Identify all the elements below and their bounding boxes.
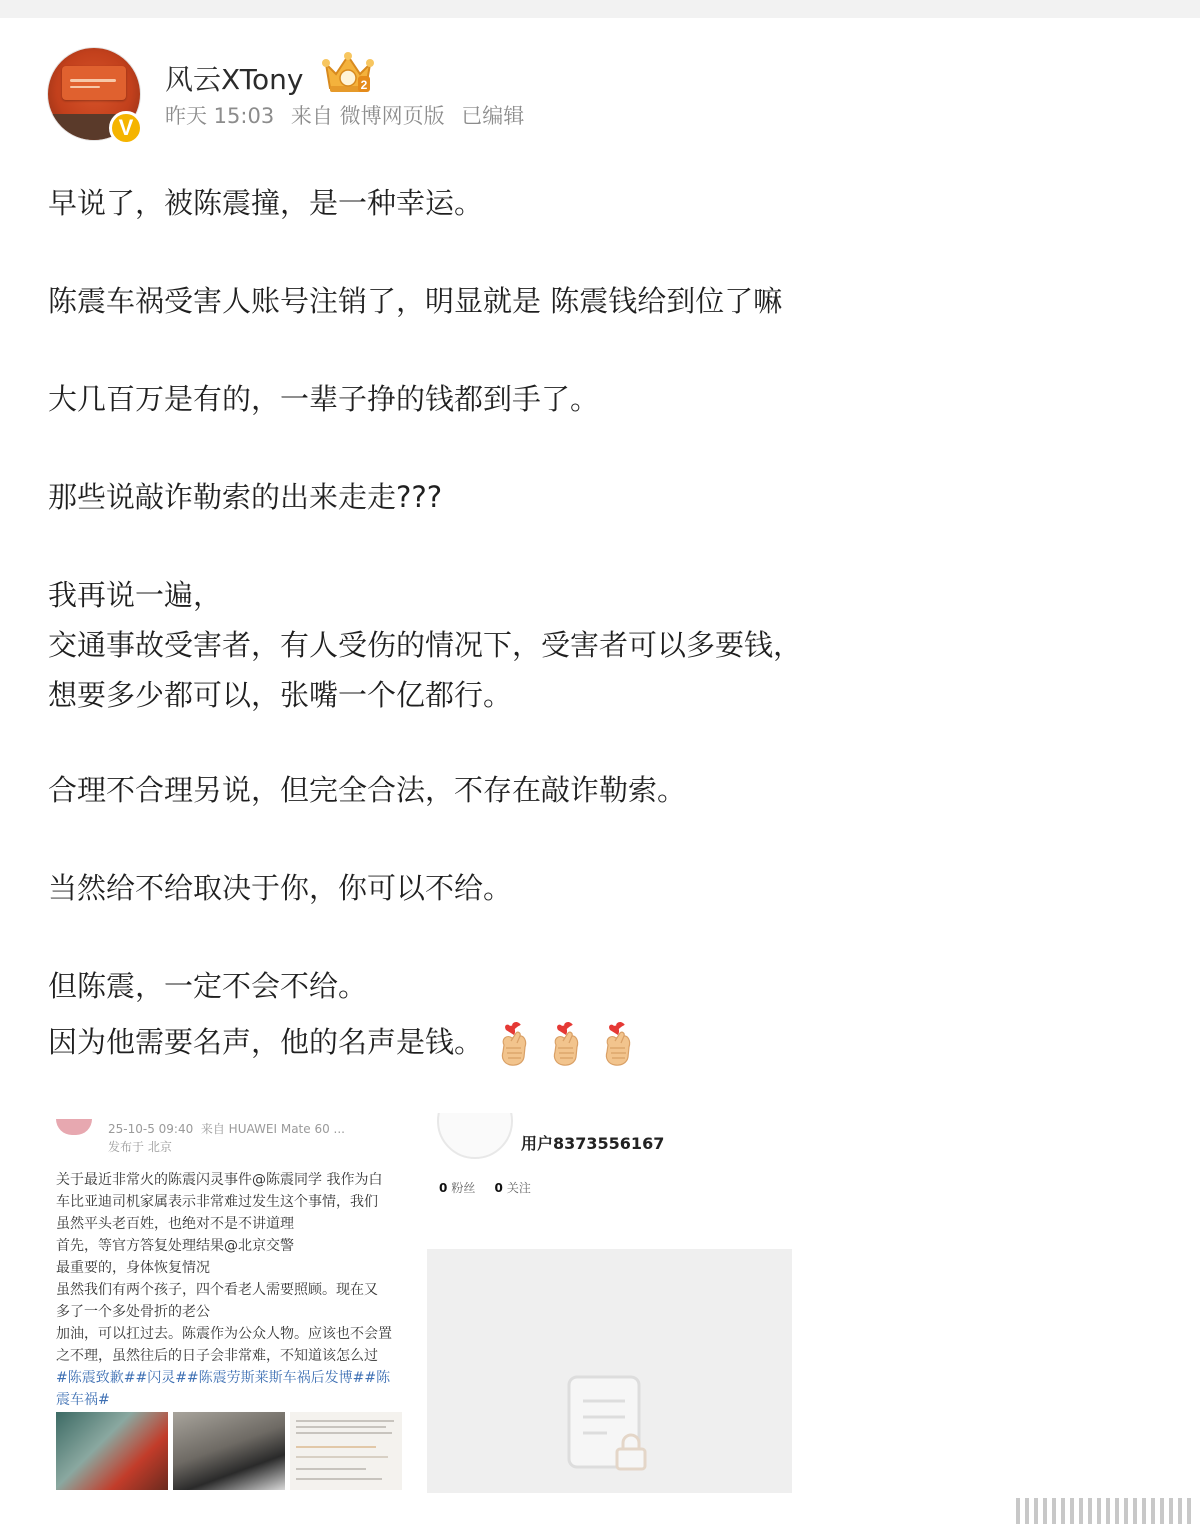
embedded-meta-line1: 25-10-5 09:40 来自 HUAWEI Mate 60 ... (108, 1122, 345, 1136)
embedded-text-line: 首先，等官方答复处理结果@北京交警 (56, 1238, 294, 1254)
embedded-post-text (56, 1169, 408, 1411)
locked-document-icon (567, 1375, 653, 1475)
post-paragraph: 大几百万是有的，一辈子挣的钱都到手了。 (48, 382, 600, 416)
author-avatar[interactable] (47, 47, 141, 141)
embedded-avatar (56, 1119, 92, 1135)
embedded-text-line: 最重要的，身体恢复情况 (56, 1260, 210, 1276)
followers-count: 0 (439, 1181, 448, 1195)
post-paragraph: 那些说敲诈勒索的出来走走??? (48, 480, 443, 514)
post-paragraph: 陈震车祸受害人账号注销了，明显就是 陈震钱给到位了嘛 (48, 284, 783, 318)
following-count: 0 (494, 1181, 503, 1195)
embedded-text-line: 加油，可以扛过去。陈震作为公众人物。应该也不会置 (56, 1326, 392, 1342)
last-line-text: 因为他需要名声，他的名声是钱。 (48, 1025, 484, 1059)
embedded-hashtags: 震车祸# (56, 1392, 110, 1408)
profile-stats (439, 1179, 531, 1196)
edited-label[interactable]: 已编辑 (461, 104, 525, 128)
profile-avatar (437, 1113, 513, 1159)
post-time[interactable]: 昨天 15:03 (165, 104, 275, 128)
embedded-post-meta (108, 1120, 345, 1156)
watermark-bars (1016, 1498, 1191, 1524)
embedded-meta-line2: 发布于 北京 (108, 1140, 172, 1154)
post-paragraph: 早说了，被陈震撞，是一种幸运。 (48, 186, 484, 220)
post-body (48, 178, 1048, 1073)
post-meta (165, 100, 534, 130)
thumbnail-image (173, 1412, 285, 1490)
verified-badge-icon: V (109, 111, 143, 145)
post-last-line (48, 1011, 1048, 1073)
svg-text:2: 2 (360, 78, 368, 92)
thumbnail-image (56, 1412, 168, 1490)
embedded-text-line: 关于最近非常火的陈震闪灵事件@陈震同学 我作为白 (56, 1172, 383, 1188)
embedded-screenshot-post[interactable] (48, 1113, 410, 1493)
post-source: 来自 微博网页版 (290, 104, 445, 128)
crown-level-icon (320, 50, 376, 96)
finger-heart-icon (549, 1021, 583, 1067)
empty-content-area (427, 1249, 792, 1493)
top-bar (0, 0, 1200, 18)
post-paragraph: 合理不合理另说，但完全合法，不存在敲诈勒索。 (48, 773, 687, 807)
post-paragraph: 我再说一遍， 交通事故受害者，有人受伤的情况下，受害者可以多要钱， 想要多少都可以，张嘴一个亿都行。 (48, 578, 803, 712)
profile-username: 用户8373556167 (521, 1134, 665, 1153)
embedded-text-line: 车比亚迪司机家属表示非常难过发生这个事情，我们 (56, 1194, 378, 1210)
finger-heart-icon (497, 1021, 531, 1067)
post-paragraph: 当然给不给取决于你，你可以不给。 (48, 871, 513, 905)
post-paragraph: 但陈震，一定不会不给。 (48, 969, 368, 1003)
embedded-text-line: 多了一个多处骨折的老公 (56, 1304, 210, 1320)
embedded-hashtags: #陈震致歉##闪灵##陈震劳斯莱斯车祸后发博##陈 (56, 1370, 391, 1386)
following-label: 关注 (506, 1181, 531, 1195)
author-name[interactable]: 风云XTony (165, 63, 304, 96)
followers-label: 粉丝 (451, 1181, 476, 1195)
emoji-group (497, 1021, 635, 1067)
finger-heart-icon (601, 1021, 635, 1067)
embedded-text-line: 之不理，虽然往后的日子会非常难，不知道该怎么过 (56, 1348, 378, 1364)
embedded-thumbnails (56, 1412, 402, 1490)
embedded-text-line: 虽然平头老百姓，也绝对不是不讲道理 (56, 1216, 294, 1232)
thumbnail-image (290, 1412, 402, 1490)
embedded-screenshot-profile[interactable] (427, 1113, 792, 1493)
embedded-text-line: 虽然我们有两个孩子，四个看老人需要照顾。现在又 (56, 1282, 378, 1298)
